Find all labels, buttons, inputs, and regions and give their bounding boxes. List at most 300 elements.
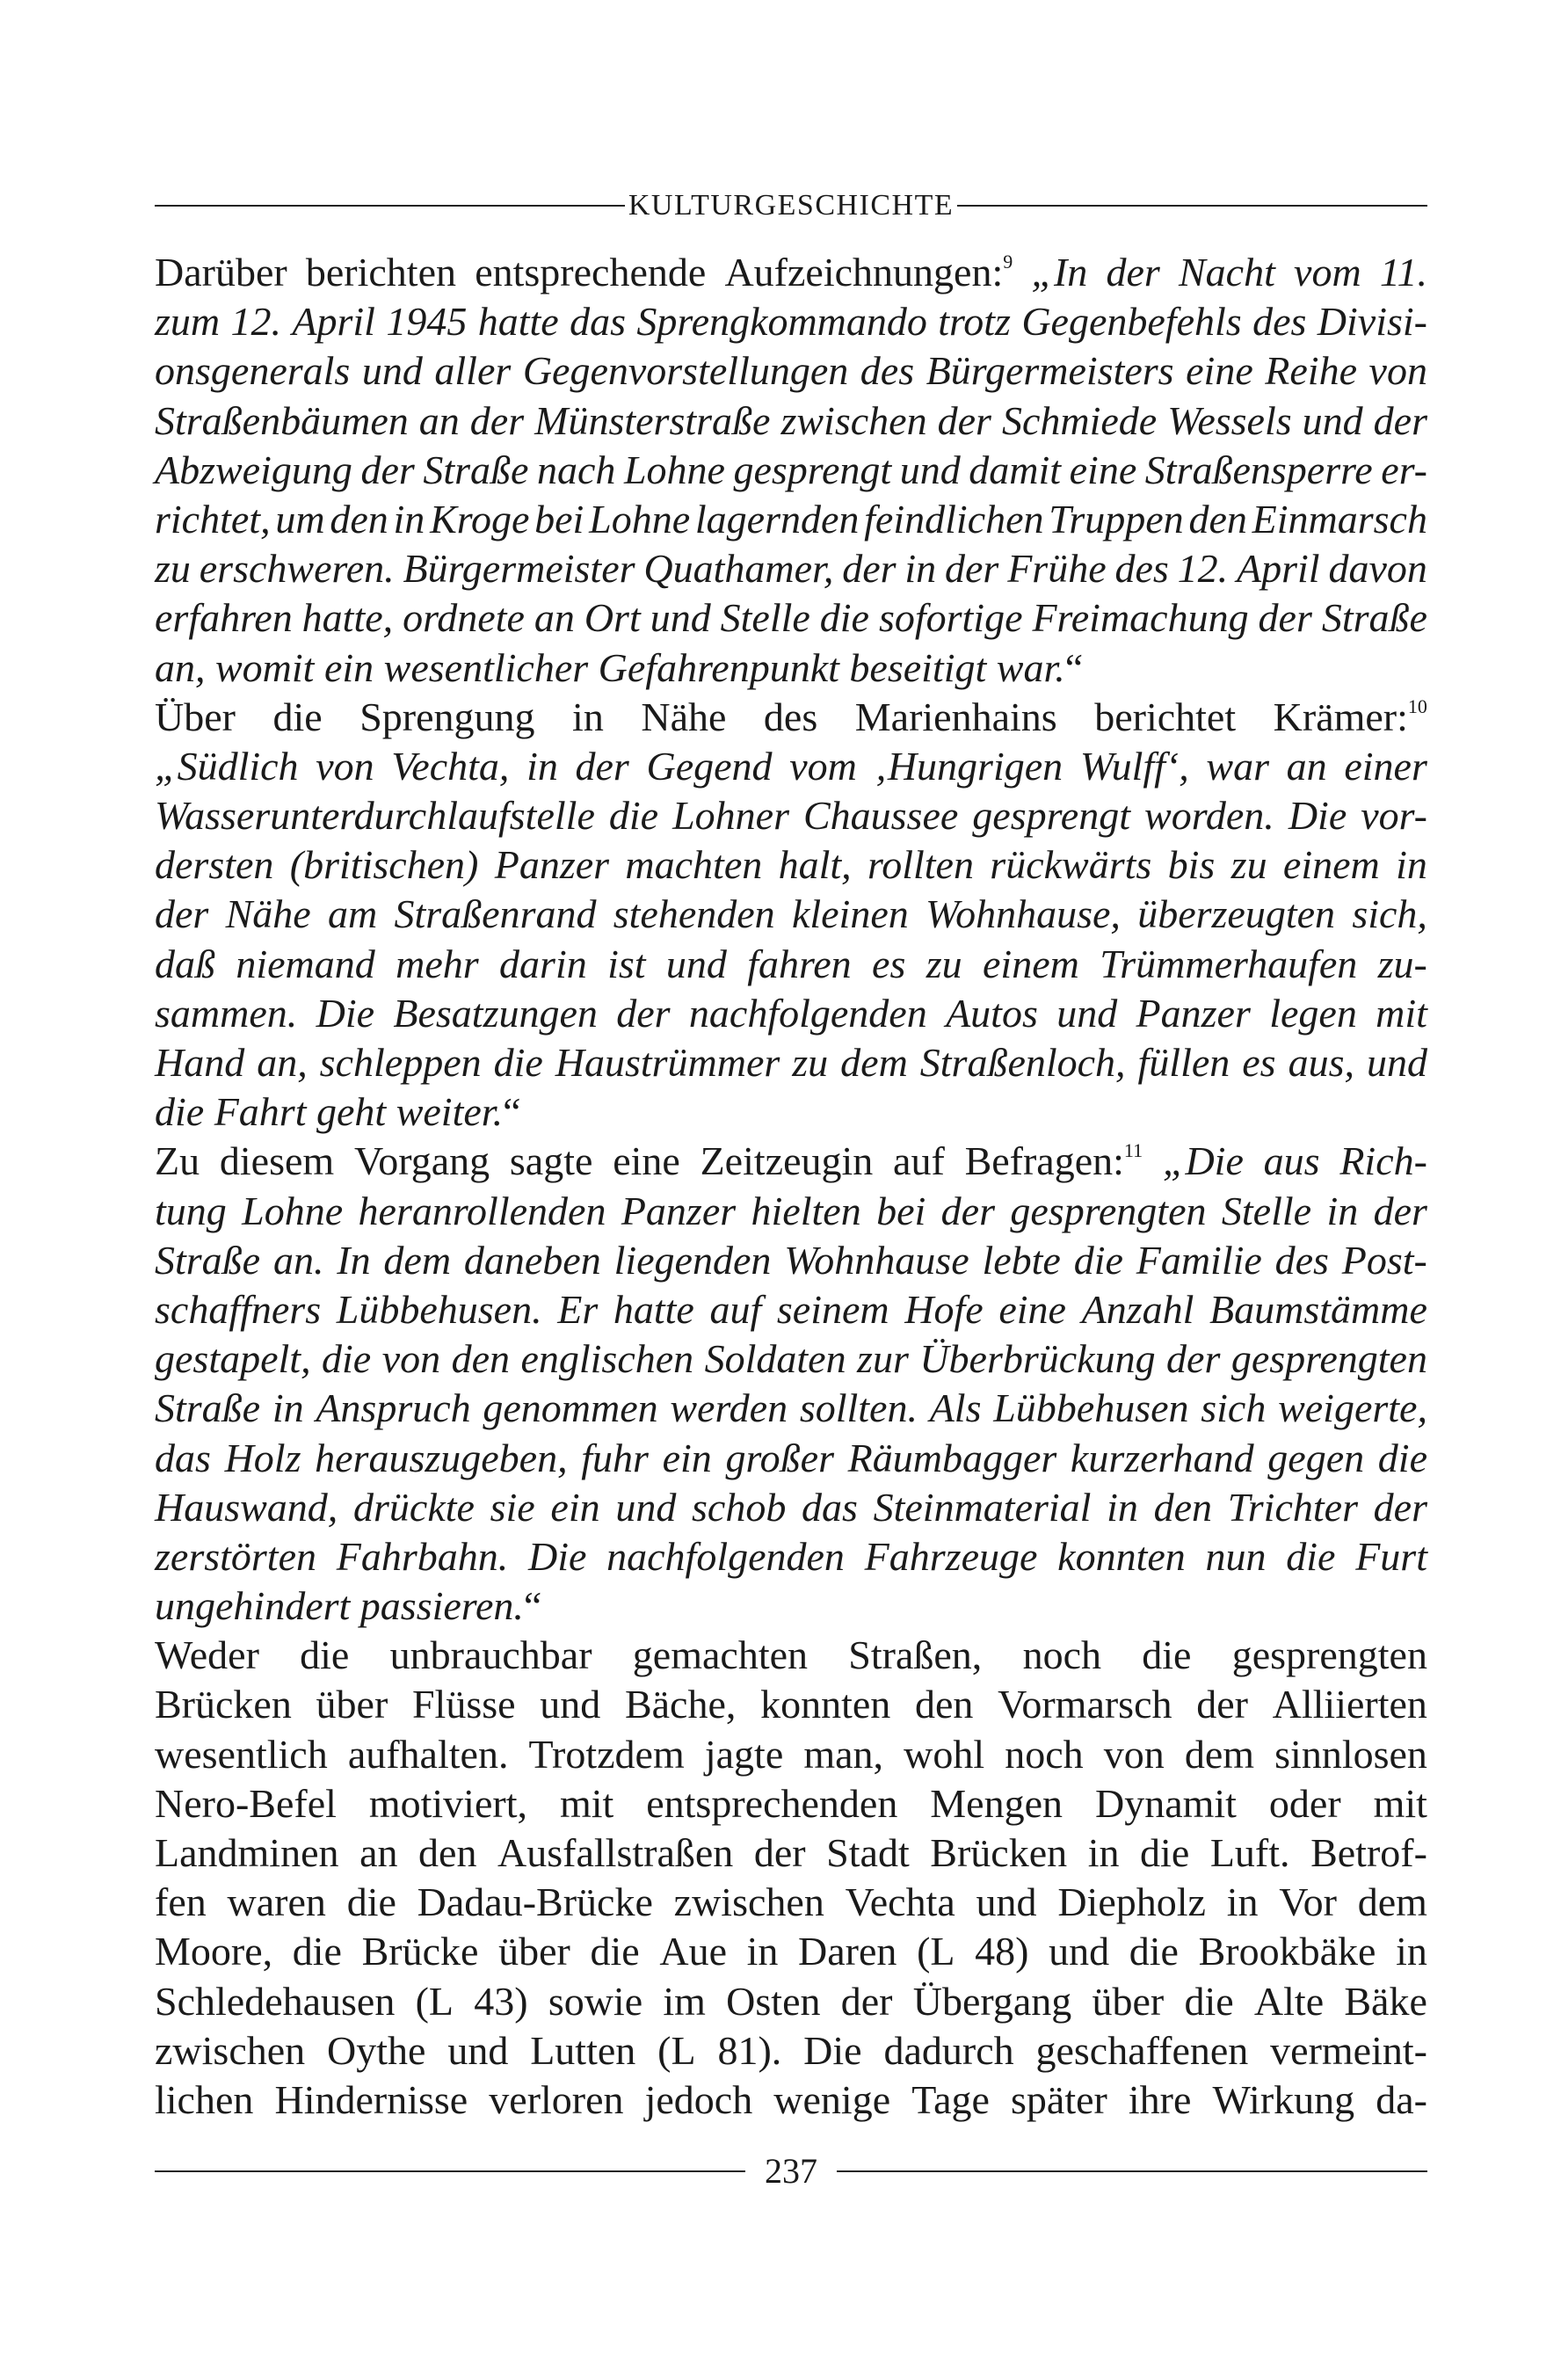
quote-text: weigerte, — [1278, 1385, 1427, 1431]
text-line — [155, 890, 1427, 939]
word — [864, 495, 1043, 544]
quote-text: hatte — [613, 1286, 694, 1332]
word — [777, 1285, 889, 1334]
word — [1196, 1680, 1248, 1729]
quote-text: lagernden — [694, 496, 860, 542]
word — [225, 1434, 301, 1483]
word — [983, 940, 1079, 989]
word — [155, 495, 271, 544]
quote-text: Autos — [946, 990, 1038, 1036]
word — [1344, 1977, 1427, 2026]
text-line — [155, 643, 1427, 693]
quote-text: Quathamer, — [643, 546, 834, 592]
word — [773, 2076, 890, 2125]
word — [1381, 446, 1427, 495]
quote-text: an, — [155, 644, 206, 690]
quote-text: Soldaten — [704, 1336, 846, 1382]
quote-text: der — [842, 546, 897, 592]
word — [369, 1779, 527, 1828]
quote-text: der — [1373, 397, 1427, 443]
quote-text: „In — [1031, 250, 1088, 294]
word — [1273, 1680, 1427, 1729]
quote-text: wesentlicher — [383, 644, 589, 690]
quote-text: gesprengten — [1230, 1336, 1427, 1382]
body-text-run: 48) — [975, 1929, 1029, 1974]
word — [555, 1038, 780, 1087]
quote-text: Kroge — [430, 496, 530, 542]
word — [1199, 1927, 1376, 1976]
quote-text: 1945 — [386, 299, 468, 345]
quote-text: ein — [662, 1435, 712, 1480]
word — [1232, 1631, 1427, 1680]
word — [155, 446, 352, 495]
word — [633, 1631, 808, 1680]
quote-text: Gefahrenpunkt — [598, 644, 839, 690]
text-line — [155, 1532, 1427, 1581]
quote-text: feindlichen — [864, 496, 1044, 542]
word — [1303, 396, 1363, 446]
word — [789, 742, 857, 791]
word — [419, 396, 460, 446]
word — [1070, 446, 1137, 495]
word — [1031, 248, 1087, 297]
body-text-run: 43) — [474, 1978, 528, 2024]
quote-text: Er — [557, 1286, 599, 1332]
word — [893, 1137, 945, 1186]
word — [155, 1434, 211, 1483]
word — [293, 1927, 342, 1976]
quote-text: an. — [272, 1237, 324, 1283]
word — [946, 989, 1038, 1038]
body-text-run: Tage — [911, 2076, 990, 2122]
word — [724, 248, 1013, 297]
word — [599, 643, 839, 693]
word — [849, 643, 986, 693]
word — [1380, 248, 1427, 297]
word — [1374, 396, 1427, 446]
body-text-run: Luft. — [1209, 1830, 1290, 1875]
word — [155, 1878, 207, 1927]
body-text-run: fen — [155, 1879, 207, 1925]
body-text-run: Vorgang — [353, 1138, 490, 1184]
quote-text: erschweren. — [199, 546, 395, 592]
quote-text: Sprengkommando — [636, 299, 927, 345]
quote-text: zu — [1230, 842, 1267, 888]
body-text-run: Alte — [1253, 1978, 1325, 2024]
quote-text: aus, — [1288, 1040, 1354, 1085]
word — [848, 1434, 1057, 1483]
word — [1270, 2026, 1427, 2076]
quote-text: Lohner — [672, 793, 789, 839]
quote-text: nachfolgenden — [688, 990, 927, 1036]
word — [904, 1730, 984, 1779]
word — [615, 1483, 676, 1532]
word — [228, 1878, 326, 1927]
quote-text: der — [469, 397, 525, 443]
body-text-run: der — [840, 1978, 893, 2024]
quote-text: worden. — [1144, 793, 1274, 839]
quote-text: Trümmerhaufen — [1100, 941, 1358, 986]
body-text-run: sagte — [509, 1138, 593, 1184]
quote-text: vom — [1294, 250, 1361, 294]
word — [826, 1828, 910, 1878]
word — [1344, 742, 1427, 791]
body-text-run: in — [746, 1929, 779, 1974]
word — [780, 396, 926, 446]
word — [1378, 940, 1427, 989]
word — [1355, 1532, 1427, 1581]
word — [548, 1977, 642, 2026]
word — [386, 297, 467, 346]
body-text-run: Befragen: — [964, 1138, 1124, 1184]
word — [475, 248, 706, 297]
body-text-run: entsprechende — [475, 250, 707, 294]
header-rule-left — [155, 205, 625, 207]
quote-text: Ort — [584, 595, 641, 641]
word — [155, 1581, 350, 1631]
word — [155, 791, 595, 840]
quote-text: Bürgermeister — [403, 546, 635, 592]
quote-text: des — [1252, 299, 1307, 345]
body-text-run: Straßen, — [848, 1632, 983, 1678]
word — [572, 693, 604, 742]
body-text-run: Brücken — [930, 1830, 1068, 1875]
word — [904, 544, 936, 593]
word — [464, 1236, 601, 1285]
body-text-run: ihre — [1128, 2076, 1192, 2122]
word — [474, 1977, 527, 2026]
word — [353, 1483, 475, 1532]
text-line — [155, 742, 1427, 791]
word — [1376, 2076, 1427, 2125]
quote-text: der — [575, 743, 629, 789]
word — [1035, 2026, 1248, 2076]
word — [1374, 1483, 1427, 1532]
word — [417, 1878, 653, 1927]
word — [274, 2076, 468, 2125]
word — [530, 2026, 635, 2076]
quote-text: Straße — [155, 1385, 261, 1431]
word — [489, 2076, 623, 2125]
body-text-run: über — [316, 1682, 388, 1727]
word — [155, 1631, 259, 1680]
body-text-run: jagte — [704, 1731, 784, 1777]
quote-text: April — [292, 299, 375, 345]
word — [434, 346, 511, 396]
word — [155, 890, 208, 939]
word — [645, 2076, 753, 2125]
footer-rule-left — [155, 2170, 745, 2172]
word — [231, 297, 282, 346]
word — [1032, 593, 1248, 643]
word — [1287, 742, 1327, 791]
text-line — [155, 1334, 1427, 1384]
word — [393, 989, 598, 1038]
quote-text: womit — [215, 644, 315, 690]
word — [273, 1236, 324, 1285]
word — [396, 1087, 521, 1137]
quote-text: Panzer — [621, 1188, 737, 1233]
quote-text: von — [316, 743, 374, 789]
word — [155, 544, 191, 593]
word — [915, 1680, 973, 1729]
word — [913, 1977, 1072, 2026]
text-line — [155, 1680, 1427, 1729]
quote-text: die — [155, 1089, 205, 1135]
quote-text: in — [272, 1385, 304, 1431]
body-text-run: gesprengten — [1231, 1632, 1427, 1678]
word — [1140, 1828, 1189, 1878]
word — [155, 1285, 321, 1334]
word — [976, 1878, 1037, 1927]
text-line — [155, 989, 1427, 1038]
word — [616, 989, 670, 1038]
word — [926, 346, 1174, 396]
word — [215, 643, 314, 693]
text-line — [155, 1730, 1427, 1779]
word — [760, 1680, 890, 1729]
word — [1056, 989, 1117, 1038]
quote-text: Trichter — [1227, 1484, 1358, 1530]
body-text-run: Bäke — [1344, 1978, 1427, 2024]
word — [155, 346, 350, 396]
quote-text: und — [899, 447, 961, 492]
word — [324, 643, 374, 693]
word — [495, 840, 609, 890]
body-text-run: in — [572, 694, 604, 739]
quote-text: schleppen — [319, 1040, 482, 1085]
text-line — [155, 1038, 1427, 1087]
word — [855, 693, 1057, 742]
word — [1326, 1187, 1358, 1236]
body-text-run: Nähe — [641, 694, 727, 739]
quote-text: vom — [789, 743, 857, 789]
body-text — [155, 248, 1427, 2125]
word — [792, 1038, 828, 1087]
word — [390, 1631, 592, 1680]
body-text-run: berichten — [305, 250, 457, 294]
body-text-run: wesentlich — [155, 1731, 328, 1777]
word — [155, 297, 220, 346]
word — [751, 1187, 861, 1236]
word — [1201, 1384, 1266, 1433]
word — [657, 2026, 695, 2076]
word — [993, 1384, 1188, 1433]
quote-text: den — [1188, 496, 1247, 542]
word — [701, 1137, 874, 1186]
body-text-run: 81). — [717, 2027, 782, 2073]
quote-text: beseitigt — [849, 644, 987, 690]
word — [1222, 1187, 1311, 1236]
word — [242, 1187, 343, 1236]
word — [155, 1236, 260, 1285]
quote-text: Lohne — [623, 447, 725, 492]
quote-text: Überbrückung — [919, 1336, 1156, 1382]
quote-text: onsgenerals — [155, 348, 351, 394]
body-text-run: Flüsse — [411, 1682, 516, 1727]
word — [581, 1434, 649, 1483]
word — [1168, 840, 1216, 890]
quote-text: Nacht — [1178, 250, 1275, 294]
quote-text: stehenden — [613, 891, 775, 937]
quote-text: Fahrzeuge — [864, 1533, 1038, 1579]
body-text-run: Schledehausen — [155, 1978, 396, 2024]
word — [155, 396, 409, 446]
word — [1322, 593, 1427, 643]
word — [396, 940, 479, 989]
word — [272, 1384, 304, 1433]
word — [214, 1087, 307, 1137]
quote-text: an — [1286, 743, 1327, 789]
quote-text: ein — [323, 644, 374, 690]
word — [155, 2026, 305, 2076]
word — [155, 840, 273, 890]
word — [803, 1730, 883, 1779]
word — [1178, 544, 1229, 593]
body-text-run: entsprechenden — [646, 1780, 898, 1826]
body-text-run: “ — [503, 1089, 521, 1135]
word — [621, 1187, 736, 1236]
word — [784, 1236, 969, 1285]
quote-text: „Südlich — [155, 743, 299, 789]
quote-text: Rich- — [1339, 1138, 1427, 1184]
word — [860, 346, 914, 396]
quote-text: aus — [1263, 1138, 1320, 1184]
quote-text: zum — [155, 299, 221, 345]
quote-text: der — [937, 397, 991, 443]
quote-text: Lohne — [589, 496, 691, 542]
quote-text: es — [1242, 1040, 1276, 1085]
word — [1184, 1977, 1233, 2026]
body-text-run: Hindernisse — [274, 2076, 468, 2122]
word — [383, 1236, 451, 1285]
word — [328, 890, 377, 939]
word — [394, 890, 596, 939]
word — [1145, 446, 1373, 495]
word — [938, 396, 991, 446]
word — [841, 1977, 893, 2026]
word — [315, 1434, 567, 1483]
word — [803, 791, 958, 840]
quote-text: den — [451, 1336, 510, 1382]
word — [1154, 1483, 1212, 1532]
footer-rule-right — [837, 2170, 1427, 2172]
quote-text: vor- — [1361, 793, 1427, 839]
word — [975, 1927, 1028, 1976]
quote-text: Hauswand, — [155, 1484, 338, 1530]
word — [1228, 1483, 1358, 1532]
word — [257, 1038, 308, 1087]
quote-text: aller — [434, 348, 512, 394]
word — [362, 346, 423, 396]
word — [800, 1384, 918, 1433]
quote-text: und — [1302, 397, 1363, 443]
body-text-run: in — [1226, 1879, 1259, 1925]
word — [1095, 1779, 1237, 1828]
quote-text: der — [940, 1188, 995, 1233]
word — [155, 1680, 292, 1729]
body-text-run: (L — [917, 1929, 955, 1974]
word — [1209, 1285, 1427, 1334]
word — [872, 940, 905, 989]
quote-text: sofortige — [878, 595, 1023, 641]
body-text-run: die — [1184, 1978, 1234, 2024]
body-text-run: Brücke — [361, 1929, 479, 1974]
body-text-run: dadurch — [883, 2027, 1014, 2073]
word — [695, 495, 860, 544]
quote-text: Münsterstraße — [534, 397, 771, 443]
word — [733, 446, 891, 495]
body-text-run: Darüber — [155, 250, 287, 294]
body-text-run: Oythe — [327, 2027, 426, 2073]
word — [1021, 297, 1241, 346]
word — [416, 1977, 454, 2026]
word — [1231, 1334, 1427, 1384]
quote-text: dem — [840, 1040, 908, 1085]
quote-text: weiter. — [396, 1089, 504, 1135]
quote-text: Frühe — [1007, 546, 1107, 592]
text-line — [155, 495, 1427, 544]
word — [155, 248, 287, 297]
quote-text: und — [665, 941, 727, 986]
quote-text: überzeugten — [1137, 891, 1336, 937]
word — [1206, 742, 1269, 791]
text-line — [155, 544, 1427, 593]
body-text-run: mit — [1373, 1780, 1427, 1826]
quote-text: zur — [857, 1336, 909, 1382]
word — [1352, 890, 1427, 939]
quote-text: niemand — [236, 941, 375, 986]
word — [155, 1187, 227, 1236]
word — [747, 940, 851, 989]
word — [330, 495, 388, 544]
body-text-run: Aue — [659, 1929, 727, 1974]
word — [316, 1680, 388, 1729]
word — [1057, 1532, 1186, 1581]
word — [362, 1927, 479, 1976]
word — [360, 446, 414, 495]
section-title: KULTURGESCHICHTE — [628, 189, 955, 222]
word — [1269, 989, 1357, 1038]
quote-text: seinem — [776, 1286, 889, 1332]
quote-text: der — [155, 891, 209, 937]
quote-text: zu- — [1377, 941, 1427, 986]
body-text-run: des — [763, 694, 818, 739]
quote-text: der — [1373, 1484, 1427, 1530]
footnote-ref: 10 — [1407, 694, 1427, 717]
word — [613, 1285, 694, 1334]
word — [1361, 791, 1427, 840]
word — [510, 1137, 593, 1186]
quote-text: in — [393, 496, 425, 542]
quote-text: richtet, — [155, 496, 271, 542]
word — [1129, 2076, 1192, 2125]
word — [155, 1334, 311, 1384]
word — [337, 1236, 370, 1285]
body-text-run: und — [976, 1879, 1037, 1925]
text-line — [155, 1927, 1427, 1976]
word — [537, 446, 615, 495]
word — [990, 840, 1151, 890]
word — [636, 297, 926, 346]
quote-text: Nähe — [225, 891, 311, 937]
word — [820, 593, 869, 643]
quote-text: Familie — [1136, 1237, 1262, 1283]
quote-text: und — [650, 595, 711, 641]
word — [528, 1532, 586, 1581]
word — [920, 1038, 1126, 1087]
quote-text: Wohnhause — [784, 1237, 969, 1283]
